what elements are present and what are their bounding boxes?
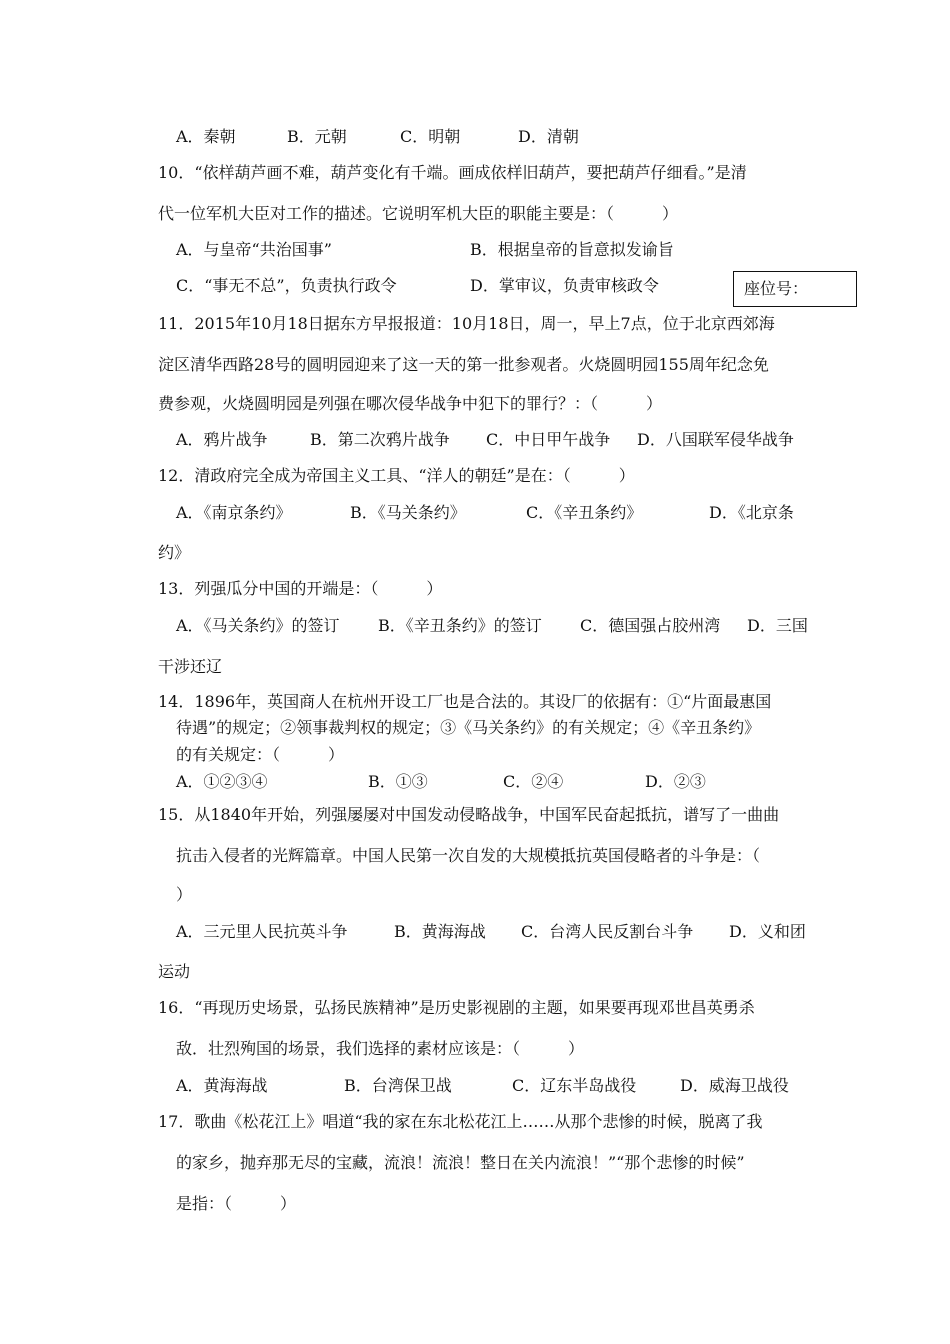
seat-number-label: 座位号： [744,279,809,298]
q12-option-b: B．《马关条约》 [350,503,466,522]
q13-option-a: A．《马关条约》的签订 [176,616,340,635]
q14-option-a: A．①②③④ [176,772,268,791]
q15-stem-line2: 抗击入侵者的光辉篇章。中国人民第一次自发的大规模抵抗英国侵略者的斗争是：（ [176,846,761,865]
q12-option-d: D．《北京条 [709,503,794,522]
q12-option-c: C．《辛丑条约》 [526,503,643,522]
q11-stem-line2: 淀区清华西路28号的圆明园迎来了这一天的第一批参观者。火烧圆明园155周年纪念免 [158,355,769,374]
q15-option-d: D．义和团 [729,922,806,941]
q15-option-a: A．三元里人民抗英斗争 [176,922,348,941]
q11-option-d: D．八国联军侵华战争 [637,430,794,449]
q9-option-c: C．明朝 [400,127,461,146]
q12-option-d-wrap: 约》 [158,543,191,562]
q13-option-d: D．三国 [747,616,808,635]
q11-stem-line3: 费参观，火烧圆明园是列强在哪次侵华战争中犯下的罪行？：（ ） [158,394,663,413]
q11-option-c: C．中日甲午战争 [486,430,611,449]
q10-stem-line1: 10．“依样葫芦画不难，葫芦变化有千端。画成依样旧葫芦，要把葫芦仔细看。”是清 [158,163,747,182]
q14-option-b: B．①③ [368,772,428,791]
q16-stem-line1: 16．“再现历史场景，弘扬民族精神”是历史影视剧的主题，如果要再现邓世昌英勇杀 [158,998,755,1017]
q14-option-c: C．②④ [503,772,564,791]
q13-option-b: B．《辛丑条约》的签订 [378,616,542,635]
q13-option-c: C．德国强占胶州湾 [580,616,721,635]
q15-stem-line3: ） [176,885,193,904]
q14-stem-line1: 14．1896年，英国商人在杭州开设工厂也是合法的。其设厂的依据有：①“片面最惠国 [158,692,772,711]
q14-stem-line2: 待遇”的规定；②领事裁判权的规定；③《马关条约》的有关规定；④《辛丑条约》 [176,718,761,737]
q9-option-b: B．元朝 [287,127,347,146]
q16-option-d: D．威海卫战役 [680,1076,789,1095]
q13-stem-line1: 13．列强瓜分中国的开端是：（ ） [158,579,443,598]
q15-stem-line1: 15．从1840年开始，列强屡屡对中国发动侵略战争，中国军民奋起抵抗，谱写了一曲曲 [158,805,780,824]
q14-stem-line3: 的有关规定：（ ） [176,745,345,764]
q10-stem-line2: 代一位军机大臣对工作的描述。它说明军机大臣的职能主要是：（ ） [158,204,679,223]
q16-option-b: B．台湾保卫战 [344,1076,452,1095]
q17-stem-line1: 17．歌曲《松花江上》唱道“我的家在东北松花江上……从那个悲惨的时候，脱离了我 [158,1112,763,1131]
q9-option-a: A．秦朝 [176,127,236,146]
q16-option-a: A．黄海海战 [176,1076,268,1095]
q10-option-b: B．根据皇帝的旨意拟发谕旨 [470,240,674,259]
q16-option-c: C．辽东半岛战役 [512,1076,637,1095]
q10-option-a: A．与皇帝“共治国事” [176,240,332,259]
q12-stem-line1: 12．清政府完全成为帝国主义工具、“洋人的朝廷”是在：（ ） [158,466,635,485]
q9-option-d: D．清朝 [518,127,579,146]
q10-option-d: D．掌审议，负责审核政令 [470,276,659,295]
q17-stem-line2: 的家乡，抛弃那无尽的宝藏，流浪！流浪！整日在关内流浪！”“那个悲惨的时候” [176,1153,745,1172]
q14-option-d: D．②③ [645,772,706,791]
q15-option-d-wrap: 运动 [158,962,191,981]
q11-option-a: A．鸦片战争 [176,430,268,449]
seat-number-box [733,271,857,307]
q15-option-b: B．黄海海战 [394,922,486,941]
q11-stem-line1: 11．2015年10月18日据东方早报报道：10月18日，周一，早上7点，位于北京西郊海 [158,314,775,333]
q16-stem-line2: 敌．壮烈殉国的场景，我们选择的素材应该是：（ ） [176,1039,585,1058]
q11-option-b: B．第二次鸦片战争 [310,430,450,449]
q10-option-c: C．“事无不总”，负责执行政令 [176,276,397,295]
q17-stem-line3: 是指：（ ） [176,1194,297,1213]
q15-option-c: C．台湾人民反割台斗争 [521,922,694,941]
q13-option-d-wrap: 干涉还辽 [158,657,223,676]
q12-option-a: A．《南京条约》 [176,503,292,522]
